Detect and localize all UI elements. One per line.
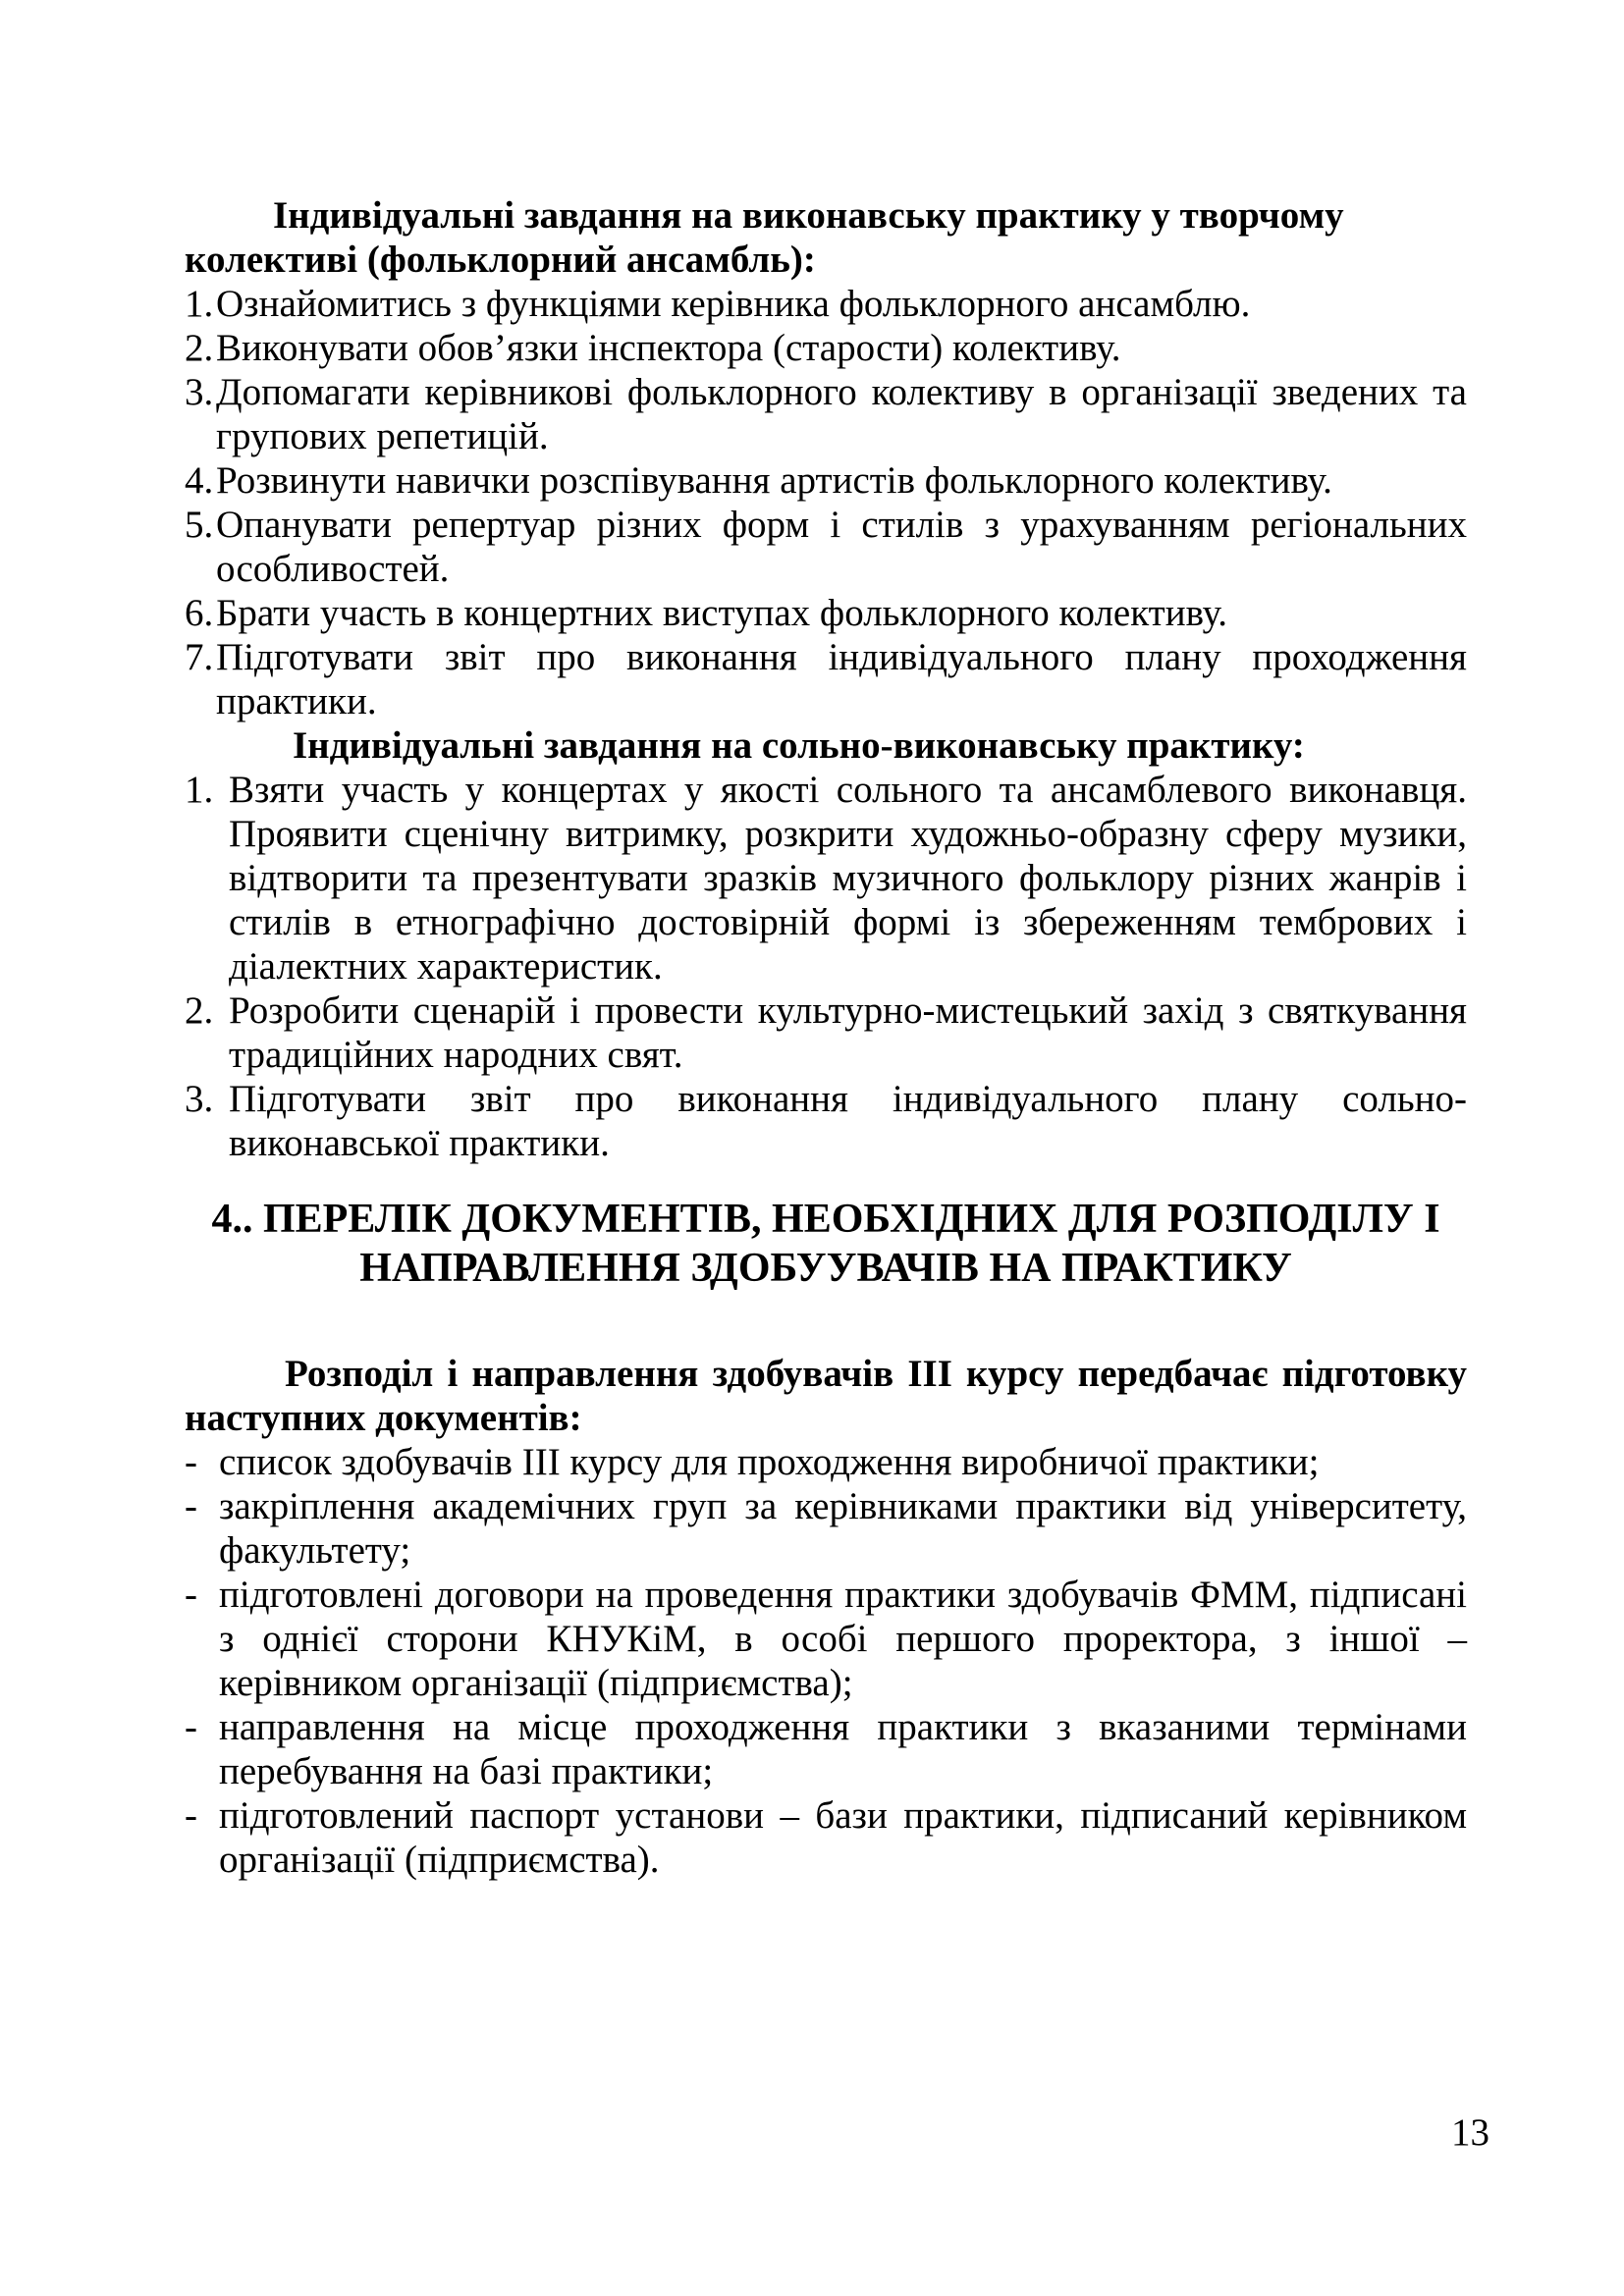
dash-list-documents: [185, 1440, 1467, 1882]
list-item-marker: 2.: [185, 327, 214, 369]
numbered-list-solo-tasks: [185, 768, 1467, 1165]
list-item-text: список здобувачів ІІІ курсу для проходження виробничої практики;: [219, 1441, 1320, 1483]
list-item: [185, 988, 1467, 1077]
list-item: [185, 768, 1467, 988]
list-item-marker: -: [185, 1441, 197, 1483]
list-item-marker: -: [185, 1794, 197, 1837]
list-item: [185, 591, 1467, 635]
numbered-list-folk-tasks: [185, 282, 1467, 723]
list-item: [185, 282, 1467, 326]
list-item-text: закріплення академічних груп за керівниками практики від університету, факультету;: [219, 1485, 1467, 1572]
list-item: [185, 1573, 1467, 1705]
list-item-text: Розробити сценарій і провести культурно-мистецький захід з святкування традиційних народних свят.: [229, 989, 1467, 1076]
list-item-marker: -: [185, 1574, 197, 1616]
list-item-marker: -: [185, 1485, 197, 1527]
list-item: [185, 1705, 1467, 1793]
list-item-marker: 5.: [185, 504, 214, 546]
list-item-marker: 1.: [185, 769, 214, 811]
list-item-marker: 2.: [185, 989, 214, 1032]
list-item: [185, 1484, 1467, 1573]
list-item-text: Розвинути навички розспівування артистів фольклорного колективу.: [216, 459, 1332, 502]
list-item-marker: 3.: [185, 371, 214, 413]
section-4-heading: 4.. ПЕРЕЛІК ДОКУМЕНТІВ, НЕОБХІДНИХ ДЛЯ РОЗПОДІЛУ І НАПРАВЛЕННЯ ЗДОБУУВАЧІВ НА ПРАКТИКУ: [211, 1197, 1440, 1291]
list-item: [185, 326, 1467, 370]
list-item-marker: 4.: [185, 459, 214, 502]
heading-solo-performance-tasks: Індивідуальні завдання на сольно-виконавську практику:: [293, 724, 1305, 767]
list-item-text: Підготувати звіт про виконання індивідуального плану проходження практики.: [216, 636, 1467, 722]
list-item: [185, 635, 1467, 723]
list-item-text: Допомагати керівникові фольклорного колективу в організації зведених та групових репетицій.: [216, 371, 1467, 457]
list-item: [185, 1440, 1467, 1484]
list-item-marker: 1.: [185, 283, 214, 325]
list-item: [185, 370, 1467, 458]
list-item: [185, 1793, 1467, 1882]
list-item: [185, 1077, 1467, 1165]
list-item-text: Ознайомитись з функціями керівника фольклорного ансамблю.: [216, 283, 1251, 325]
page-content: [185, 193, 1467, 1882]
list-item-text: підготовлені договори на проведення практики здобувачів ФММ, підписані з однієї сторони КНУКіМ, в особі першого проректора, з іншої – керівником організації (підприємства);: [219, 1574, 1467, 1704]
list-item-text: Опанувати репертуар різних форм і стилів з урахуванням регіональних особливостей.: [216, 504, 1467, 590]
list-item: [185, 503, 1467, 591]
heading-folk-ensemble-tasks: Індивідуальні завдання на виконавську практику у творчому колективі (фольклорний ансамбль):: [185, 194, 1344, 281]
list-item-marker: -: [185, 1706, 197, 1748]
list-item-text: направлення на місце проходження практики з вказаними термінами перебування на базі практики;: [219, 1706, 1467, 1792]
list-item-marker: 3.: [185, 1078, 214, 1120]
list-item-marker: 6.: [185, 592, 214, 634]
list-item-text: підготовлений паспорт установи – бази практики, підписаний керівником організації (підприємства).: [219, 1794, 1467, 1881]
list-item-text: Брати участь в концертних виступах фольклорного колективу.: [216, 592, 1227, 634]
list-item-text: Взяти участь у концертах у якості сольного та ансамблевого виконавця. Проявити сценічну витримку, розкрити художньо-образну сферу музики, відтворити та презентувати зразків музичного фольклору різних жанрів і стилів в етнографічно достовірній формі із збереженням тембрових і діалектних характеристик.: [229, 769, 1467, 988]
intro-paragraph: Розподіл і направлення здобувачів ІІІ курсу передбачає підготовку наступних документів:: [185, 1353, 1467, 1439]
list-item-marker: 7.: [185, 636, 214, 678]
list-item: [185, 458, 1467, 503]
list-item-text: Виконувати обов’язки інспектора (старости) колективу.: [216, 327, 1121, 369]
page-number: 13: [1451, 2111, 1489, 2154]
list-item-text: Підготувати звіт про виконання індивідуального плану сольно-виконавської практики.: [229, 1078, 1467, 1164]
